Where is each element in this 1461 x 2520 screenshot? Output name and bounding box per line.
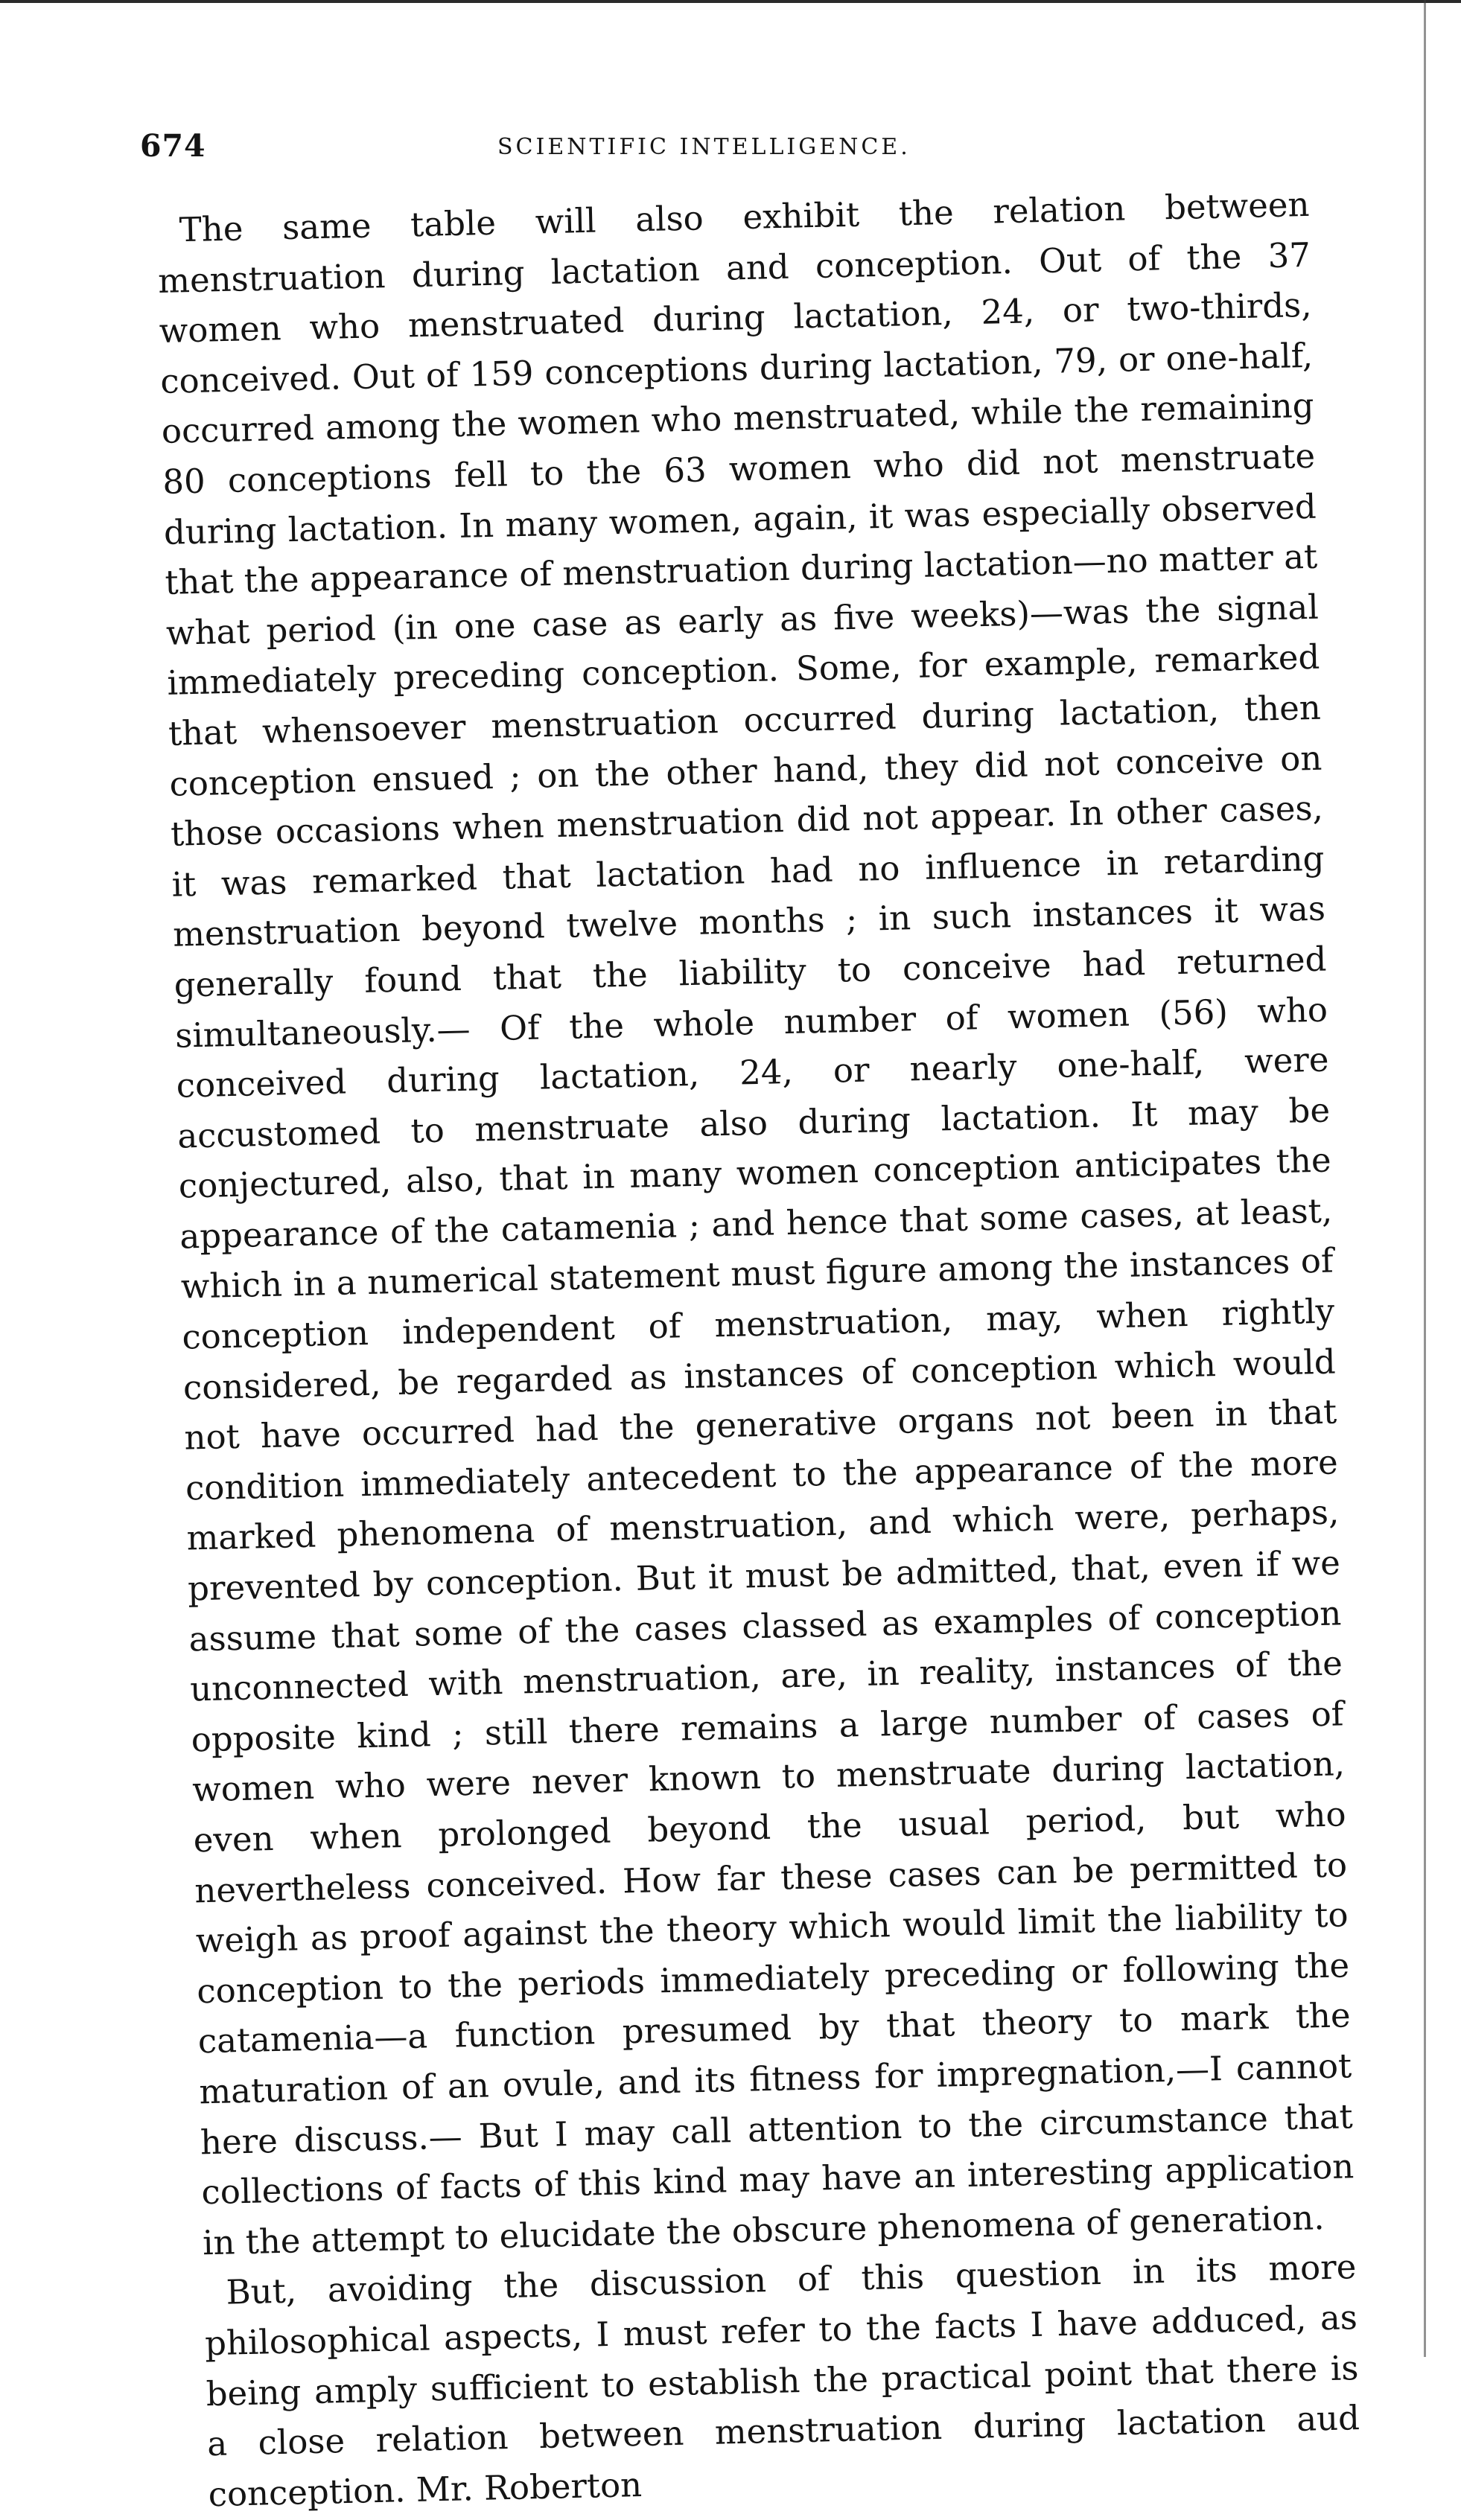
running-head: SCIENTIFIC INTELLIGENCE. — [497, 134, 911, 160]
paragraph: The same table will also exhibit the relation between menstruation during lactation and conception. Out of the 37 women who menstruated during lactation, 24, or two-thirds, conceived. Out of 159 conceptions during lactation, 79, or one-half, occurred among the women who menstruated, while the remaining 80 conceptions fell to the 63 women who did not menstruate during lactation. In many women, again, it was especially observed that the appearance of menstruation during lactation—no matter at what period (in one case as early as five weeks)—was the signal immediately preceding conception. Some, for example, remarked that whensoever menstruation occurred during lactation, then conception ensued ; on the other hand, they did not conceive on those occasions when menstruation did not appear. In other cases, it was remarked that lactation had no influence in retarding menstruation beyond twelve months ; in such instances it was generally found that the liability to conceive had returned simultaneously.— Of the whole number of women (56) who conceived during lactation, 24, or nearly one-half, were accustomed to menstruate also during lactation. It may be conjectured, also, that in many women conception anticipates the appearance of the catamenia ; and hence that some cases, at least, which in a numerical statement must figure among the instances of conception independent of menstruation, may, when rightly considered, be regarded as instances of conception which would not have occurred had the generative organs not been in that condition immediately antecedent to the appearance of the more marked phenomena of menstruation, and which were, perhaps, prevented by conception. But it must be admitted, that, even if we assume that some of the cases classed as examples of conception unconnected with menstruation, are, in reality, instances of the opposite kind ; still there remains a large number of cases of women who were never known to menstruate during lactation, even when prolonged beyond the usual period, but who nevertheless conceived. How far these cases can be permitted to weigh as proof against the theory which would limit the liability to conception to the periods immediately preceding or following the catamenia—a function presumed by that theory to mark the maturation of an ovule, and its fitness for impregnation,—I cannot here discuss.— But I may call attention to the circumstance that collections of facts of this kind may have an interesting application in the attempt to elucidate the obscure phenomena of generation. — [157, 184, 1355, 2263]
paragraph: But, avoiding the discussion of this question in its more philosophical aspects, I must refer to the facts I have adduced, as being amply sufficient to establish the practical point that there is a close relation between menstruation during lactation aud conception. Mr. Roberton — [204, 2247, 1360, 2514]
top-edge-rule — [0, 0, 1461, 3]
binding-gutter-line — [1424, 0, 1426, 2357]
page-header — [140, 119, 1317, 179]
body-text — [156, 179, 1361, 2520]
page-number: 674 — [140, 128, 206, 164]
